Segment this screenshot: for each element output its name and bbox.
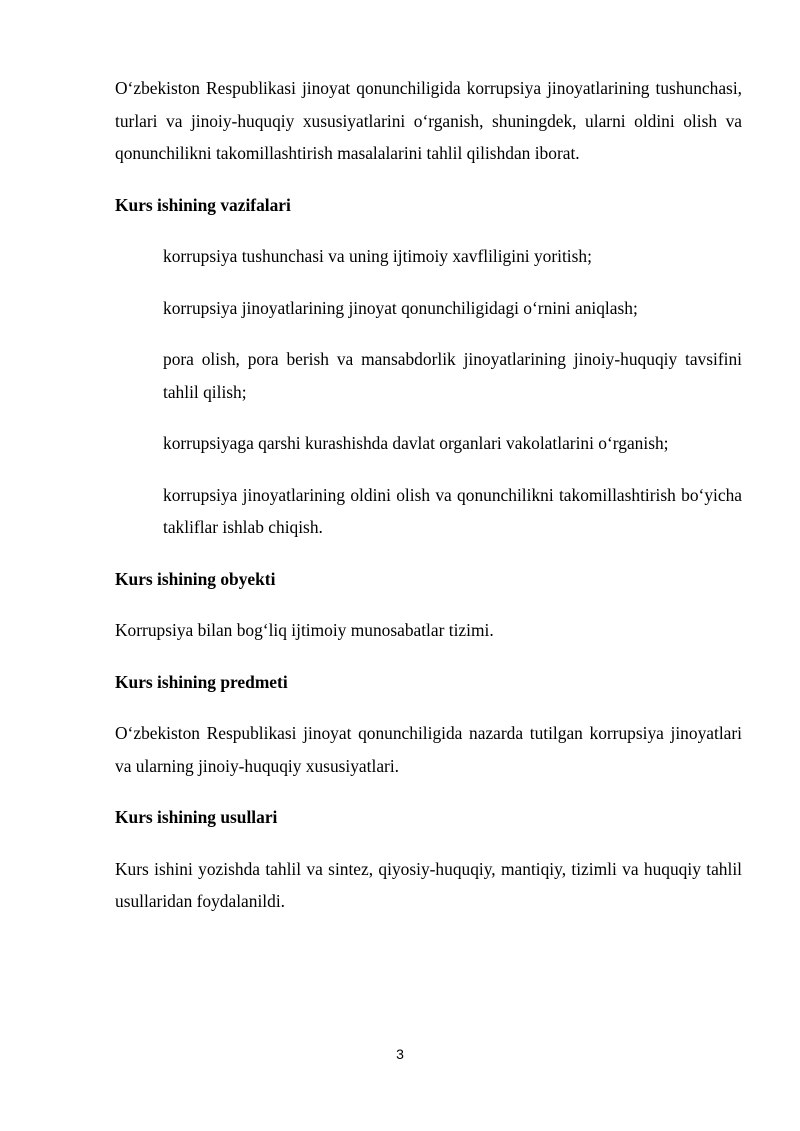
task-item: korrupsiya tushunchasi va uning ijtimoiy xavfliligini yoritish;: [163, 246, 592, 266]
object-heading: Kurs ishining obyekti: [115, 568, 276, 589]
intro-paragraph: O‘zbekiston Respublikasi jinoyat qonunchiligida korrupsiya jinoyatlarining tushunchasi, turlari va jinoiy-huquqiy xususiyatlarini o‘rganish, shuningdek, ularni oldini olish va qonunchilikni takomillashtirish masalalarini tahlil qilishdan iborat.: [115, 78, 742, 163]
page-number: 3: [396, 1046, 404, 1062]
subject-heading: Kurs ishining predmeti: [115, 671, 288, 692]
object-text: Korrupsiya bilan bog‘liq ijtimoiy munosabatlar tizimi.: [115, 620, 494, 640]
task-item: pora olish, pora berish va mansabdorlik jinoyatlarining jinoiy-huquqiy tavsifini tahlil qilish;: [163, 349, 742, 402]
methods-heading: Kurs ishining usullari: [115, 807, 278, 827]
task-item: korrupsiya jinoyatlarining oldini olish va qonunchilikni takomillashtirish bo‘yicha takliflar ishlab chiqish.: [163, 484, 742, 537]
methods-text: Kurs ishini yozishda tahlil va sintez, qiyosiy-huquqiy, mantiqiy, tizimli va huquqiy tahlil usullaridan foydalanildi.: [115, 858, 742, 911]
task-item: korrupsiyaga qarshi kurashishda davlat organlari vakolatlarini o‘rganish;: [163, 433, 669, 453]
subject-text: O‘zbekiston Respublikasi jinoyat qonunchiligida nazarda tutilgan korrupsiya jinoyatlari va ularning jinoiy-huquqiy xususiyatlari.: [115, 723, 742, 776]
tasks-heading: Kurs ishining vazifalari: [115, 194, 291, 215]
page-content: [115, 72, 742, 937]
tasks-list: [115, 240, 742, 544]
task-item: korrupsiya jinoyatlarining jinoyat qonunchiligidagi o‘rnini aniqlash;: [163, 297, 638, 318]
